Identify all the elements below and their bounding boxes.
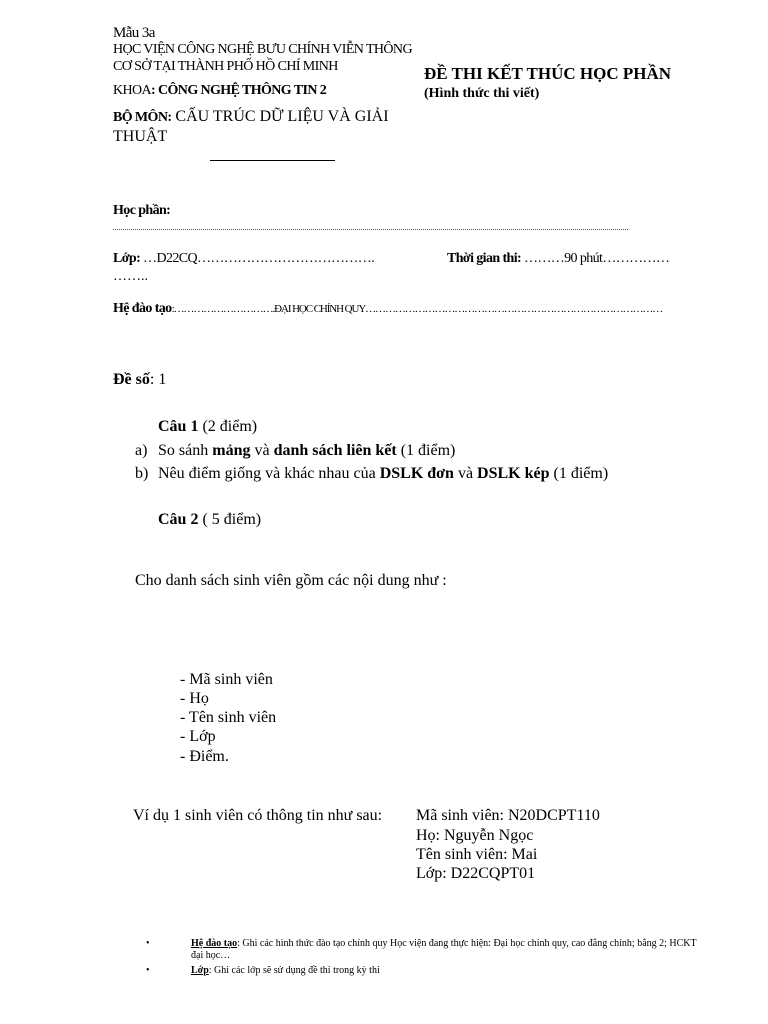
exam-number-label: Đề số xyxy=(113,371,150,388)
header-divider xyxy=(210,160,335,161)
field-item: - Tên sinh viên xyxy=(180,709,277,726)
example-label: Ví dụ 1 sinh viên có thông tin như sau: xyxy=(133,807,383,824)
question-1b-marker: b) xyxy=(135,465,149,482)
field-item: - Điểm. xyxy=(180,748,229,765)
time-label: Thời gian thi: xyxy=(447,251,522,266)
exam-number xyxy=(113,370,166,389)
campus-name: CƠ SỞ TẠI THÀNH PHỐ HỒ CHÍ MINH xyxy=(113,59,338,74)
form-code: Mẫu 3a xyxy=(113,25,155,41)
time-value: ………90 phút…………… xyxy=(521,251,670,266)
footnote-1: Hệ đào tạo: Ghi các hình thức đào tạo chính quy Học viện đang thực hiện: Đại học chính quy, cao đẳng chính; bằng 2; HCKT xyxy=(191,938,697,949)
training-value: :………………………….ĐẠI HỌC CHÍNH QUY……………………………………………………………………………… xyxy=(171,303,663,315)
footnote-bullet: • xyxy=(146,938,150,949)
faculty-value: : CÔNG NGHỆ THÔNG TIN 2 xyxy=(151,83,327,98)
faculty-label: KHOA xyxy=(113,83,152,98)
footnote-bullet: • xyxy=(146,965,150,976)
question-2-title: Câu 2 ( 5 điểm) xyxy=(158,511,262,528)
training-label: Hệ đào tạo xyxy=(113,301,172,316)
course-label: Học phần: xyxy=(113,203,171,218)
exam-form: (Hình thức thi viết) xyxy=(424,86,540,101)
exam-number-value: : 1 xyxy=(149,371,167,388)
field-item: - Họ xyxy=(180,690,209,707)
department xyxy=(113,107,389,126)
question-1b: Nêu điểm giống và khác nhau của DSLK đơn và DSLK kép (1 điểm) xyxy=(158,465,609,482)
department-value: CẤU TRÚC DỮ LIỆU VÀ GIẢI xyxy=(171,108,389,125)
field-item: - Mã sinh viên xyxy=(180,671,273,688)
example-value: Họ: Nguyễn Ngọc xyxy=(416,827,534,844)
exam-title: ĐỀ THI KẾT THÚC HỌC PHẦN xyxy=(424,64,672,83)
footnote-1-cont: đại học… xyxy=(191,950,231,961)
exam-time xyxy=(447,250,669,267)
class-value-cont: …….. xyxy=(113,269,148,284)
field-item: - Lớp xyxy=(180,728,216,745)
institute-name: HỌC VIỆN CÔNG NGHỆ BƯU CHÍNH VIỄN THÔNG xyxy=(113,42,412,57)
training-field xyxy=(113,300,662,318)
department-value-cont: THUẬT xyxy=(113,128,168,145)
question-1a-marker: a) xyxy=(135,442,148,459)
example-value: Mã sinh viên: N20DCPT110 xyxy=(416,807,600,824)
course-fill-line xyxy=(113,229,628,230)
class-field xyxy=(113,250,374,267)
department-label: BỘ MÔN: xyxy=(113,110,172,125)
footnote-2: Lớp: Ghi các lớp sẽ sử dụng đề thi trong kỳ thi xyxy=(191,965,380,976)
question-2-intro: Cho danh sách sinh viên gồm các nội dung như : xyxy=(135,572,447,589)
faculty xyxy=(113,82,326,99)
example-value: Lớp: D22CQPT01 xyxy=(416,865,536,882)
class-label: Lớp: xyxy=(113,251,141,266)
question-1a: So sánh mảng và danh sách liên kết (1 điểm) xyxy=(158,442,456,459)
class-value: …D22CQ…………………………………. xyxy=(140,251,375,266)
example-value: Tên sinh viên: Mai xyxy=(416,846,538,863)
question-1-title: Câu 1 (2 điểm) xyxy=(158,418,258,435)
